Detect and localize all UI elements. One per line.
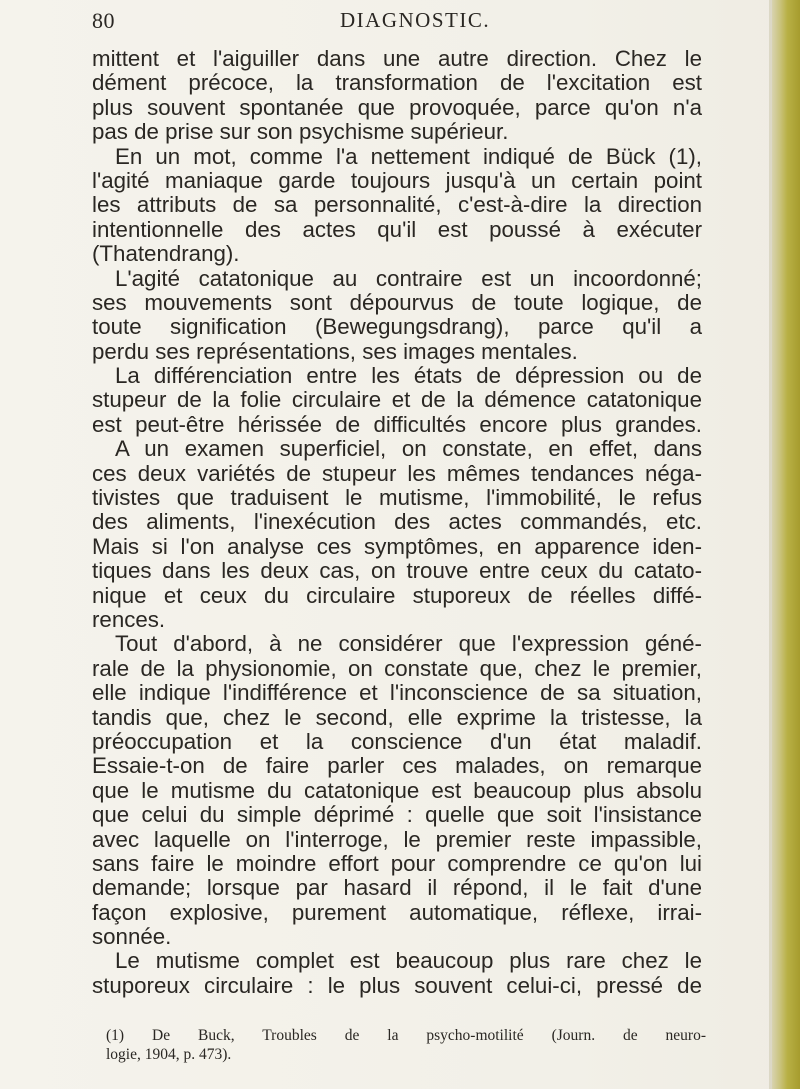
text-line: préoccupation et la conscience d'un état maladif. [92, 728, 702, 754]
text-line: Le mutisme complet est beaucoup plus rare chez le [115, 948, 702, 974]
text-line: demande; lorsque par hasard il répond, il le fait d'une [92, 875, 702, 901]
text-line: plus souvent spontanée que provoquée, parce qu'on n'a [92, 94, 702, 120]
text-line: tivistes que traduisent le mutisme, l'immobilité, le refus [92, 485, 702, 511]
text-line: perdu ses représentations, ses images mentales. [92, 338, 578, 364]
book-binding [772, 0, 800, 1089]
text-line: dément précoce, la transformation de l'excitation est [92, 70, 702, 96]
text-line: avec laquelle on l'interroge, le premier reste impassible, [92, 826, 702, 852]
footnote [106, 1026, 706, 1064]
text-line: A un examen superficiel, on constate, en effet, dans [115, 436, 702, 462]
page-header [92, 8, 702, 38]
text-line: elle indique l'indifférence et l'inconscience de sa situation, [92, 680, 702, 706]
text-line: L'agité catatonique au contraire est un incoordonné; [115, 265, 702, 291]
text-line: toute signification (Bewegungsdrang), parce qu'il a [92, 314, 702, 340]
text-line: Tout d'abord, à ne considérer que l'expression géné- [115, 631, 702, 657]
text-line: façon explosive, purement automatique, réflexe, irrai- [92, 899, 702, 925]
text-line: ses mouvements sont dépourvus de toute logique, de [92, 289, 702, 315]
text-line: sans faire le moindre effort pour comprendre ce qu'on lui [92, 850, 702, 876]
text-line: sonnée. [92, 924, 172, 950]
text-line: ces deux variétés de stupeur les mêmes tendances néga- [92, 460, 702, 486]
footnote-line: logie, 1904, p. 473). [106, 1046, 232, 1063]
text-line: stuporeux circulaire : le plus souvent celui-ci, pressé de [92, 972, 702, 998]
body-text [92, 47, 702, 998]
text-line: mittent et l'aiguiller dans une autre direction. Chez le [92, 46, 702, 71]
text-line: que celui du simple déprimé : quelle que soit l'insistance [92, 802, 702, 828]
text-line: intentionnelle des actes qu'il est poussé à exécuter [92, 216, 702, 242]
text-line: (Thatendrang). [92, 241, 240, 267]
text-line: nique et ceux du circulaire stuporeux de réelles diffé- [92, 582, 702, 608]
text-line: Essaie-t-on de faire parler ces malades, on remarque [92, 753, 702, 779]
page-number: 80 [92, 8, 115, 33]
footnote-line: (1) De Buck, Troubles de la psycho-motilité (Journ. de neuro- [106, 1027, 706, 1044]
text-line: l'agité maniaque garde toujours jusqu'à un certain point [92, 167, 702, 193]
text-line: que le mutisme du catatonique est beaucoup plus absolu [92, 777, 702, 803]
text-line: des aliments, l'inexécution des actes commandés, etc. [92, 509, 702, 535]
text-line: est peut-être hérissée de difficultés encore plus grandes. [92, 411, 702, 437]
text-line: stupeur de la folie circulaire et de la démence catatonique [92, 387, 702, 413]
text-line: rale de la physionomie, on constate que, chez le premier, [92, 655, 702, 681]
text-line: les attributs de sa personnalité, c'est-à-dire la direction [92, 192, 702, 218]
text-line: En un mot, comme l'a nettement indiqué de Bück (1), [115, 143, 702, 169]
text-line: Mais si l'on analyse ces symptômes, en apparence iden- [92, 533, 702, 559]
running-title: DIAGNOSTIC. [340, 8, 491, 32]
text-line: tiques dans les deux cas, on trouve entre ceux du catato- [92, 558, 702, 584]
text-line: pas de prise sur son psychisme supérieur. [92, 119, 509, 145]
text-line: tandis que, chez le second, elle exprime la tristesse, la [92, 704, 702, 730]
text-line: rences. [92, 606, 166, 632]
text-line: La différenciation entre les états de dépression ou de [115, 363, 702, 389]
